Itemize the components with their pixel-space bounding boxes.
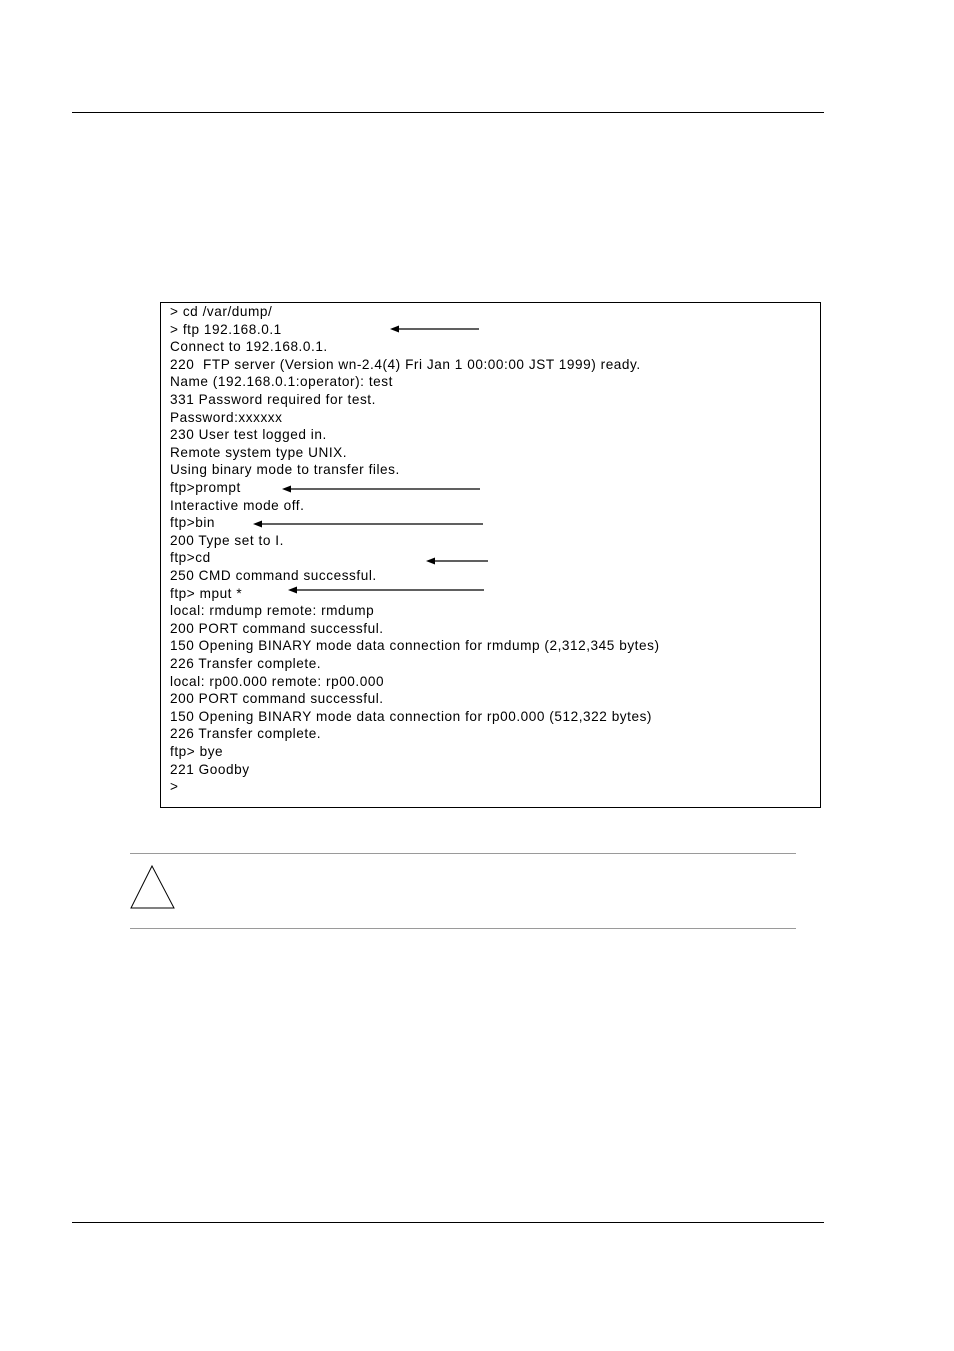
caution-note (130, 853, 796, 929)
terminal-line: > (170, 779, 179, 795)
terminal-line: 200 PORT command successful. (170, 620, 384, 636)
terminal-line: 230 User test logged in. (170, 427, 327, 443)
terminal-line: 220 FTP server (Version wn-2.4(4) Fri Jan 1 00:00:00 JST 1999) ready. (170, 356, 641, 372)
terminal-line: Connect to 192.168.0.1. (170, 339, 328, 355)
terminal-line: Name (192.168.0.1:operator): test (170, 374, 393, 390)
terminal-line: 331 Password required for test. (170, 392, 376, 407)
footer-rule (72, 1222, 824, 1223)
warning-triangle-icon (130, 864, 176, 910)
terminal-line: 150 Opening BINARY mode data connection for rmdump (2,312,345 bytes) (170, 638, 660, 654)
terminal-line: ftp>cd (170, 550, 211, 566)
terminal-line: > ftp 192.168.0.1 (170, 321, 282, 337)
terminal-line: Interactive mode off. (170, 497, 305, 513)
terminal-line: 200 Type set to I. (170, 532, 284, 548)
terminal-line: 221 Goodby (170, 761, 250, 777)
terminal-line: ftp> mput * (170, 585, 243, 601)
terminal-line: local: rp00.000 remote: rp00.000 (170, 673, 385, 689)
terminal-line: Password:xxxxxx (170, 409, 283, 425)
terminal-line: Remote system type UNIX. (170, 444, 348, 460)
terminal-line: local: rmdump remote: rmdump (170, 603, 375, 619)
terminal-line: 226 Transfer complete. (170, 656, 322, 671)
terminal-line: > cd /var/dump/ (170, 304, 273, 319)
ftp-terminal-transcript (160, 302, 821, 808)
terminal-line: ftp>bin (170, 515, 216, 531)
header-rule (72, 112, 824, 113)
terminal-line: 200 PORT command successful. (170, 691, 384, 707)
terminal-line: 150 Opening BINARY mode data connection for rp00.000 (512,322 bytes) (170, 708, 653, 724)
terminal-line: 226 Transfer complete. (170, 726, 322, 742)
terminal-line: ftp>prompt (170, 480, 241, 495)
terminal-line: Using binary mode to transfer files. (170, 462, 400, 478)
terminal-line: 250 CMD command successful. (170, 568, 377, 583)
terminal-line: ftp> bye (170, 744, 224, 759)
